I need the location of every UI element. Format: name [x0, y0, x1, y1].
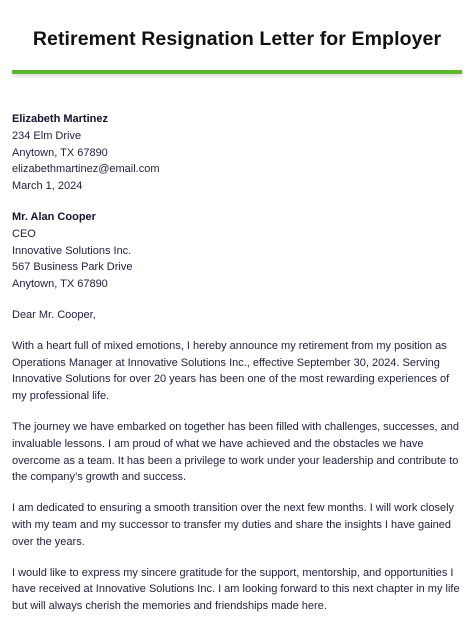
salutation: Dear Mr. Cooper,: [12, 308, 96, 321]
recipient-company: Innovative Solutions Inc.: [12, 244, 132, 257]
page-title: Retirement Resignation Letter for Employer: [32, 28, 442, 50]
recipient-address-block: [12, 209, 460, 293]
recipient-role: CEO: [12, 227, 36, 240]
sender-street: 234 Elm Drive: [12, 129, 82, 142]
recipient-name: Mr. Alan Cooper: [12, 210, 96, 223]
body-paragraph: The journey we have embarked on together has been filled with challenges, successes, and invaluable lessons. I am proud of what we have achieved and the obstacles we have overcome as a team. It has been a privilege to work under your leadership and contribute to the company’s growth and success.: [12, 420, 459, 484]
body-paragraph: I am dedicated to ensuring a smooth transition over the next few months. I will work closely with my team and my successor to transfer my duties and share the insights I have gained over the years.: [12, 502, 455, 548]
recipient-city: Anytown, TX 67890: [12, 278, 108, 291]
body-paragraph: With a heart full of mixed emotions, I hereby announce my retirement from my position as Operations Manager at Innovative Solutions Inc., effective September 30, 2024. Serving Innovative Solutions for over 20 years has been one of the most rewarding experiences of my professional life.: [12, 339, 450, 403]
title-divider: [12, 70, 462, 74]
letter-body: [12, 111, 460, 629]
sender-city: Anytown, TX 67890: [12, 146, 108, 159]
letter-date: March 1, 2024: [12, 180, 83, 193]
sender-address-block: [12, 111, 460, 195]
recipient-street: 567 Business Park Drive: [12, 261, 133, 274]
sender-name: Elizabeth Martinez: [12, 113, 108, 125]
sender-email: elizabethmartinez@email.com: [12, 163, 160, 176]
body-paragraph: I would like to express my sincere gratitude for the support, mentorship, and opportunities I have received at Innovative Solutions Inc. I am looking forward to this next chapter in my life but will always cherish the memories and friendships made here.: [12, 566, 460, 613]
